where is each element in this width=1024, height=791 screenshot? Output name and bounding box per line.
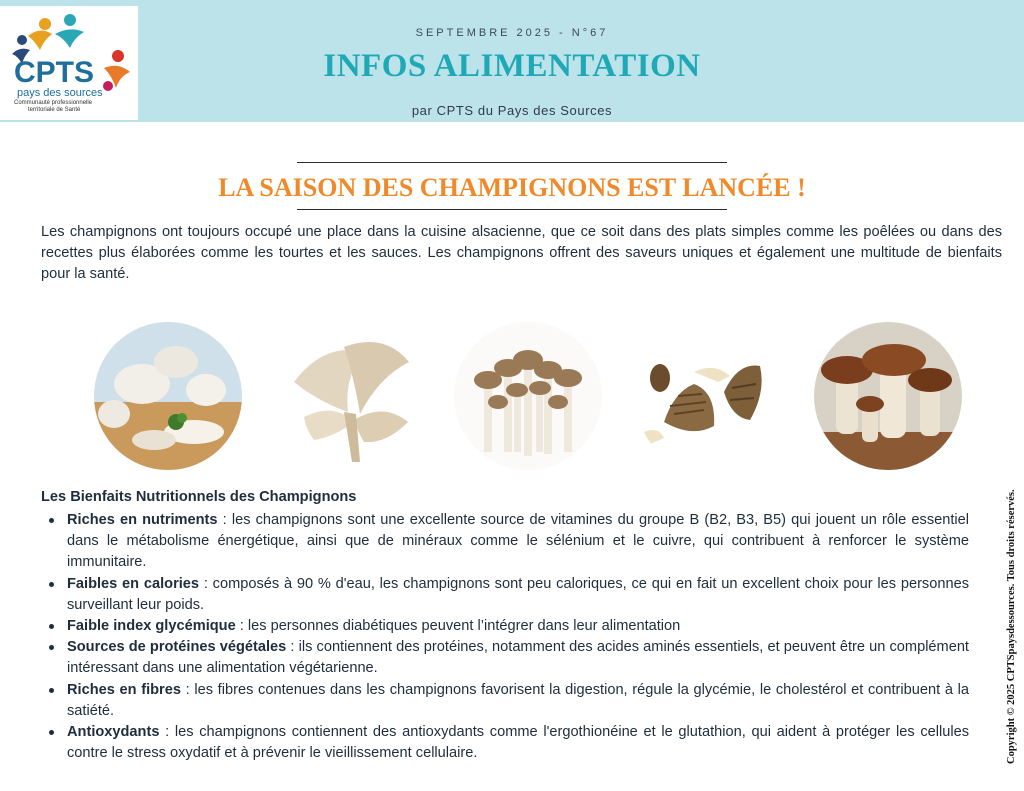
benefit-text: : les fibres contenues dans les champignons favorisent la digestion, régule la glycémie, le cholestérol et contribuent à la satiété.: [67, 681, 969, 719]
byline: par CPTS du Pays des Sources: [411, 103, 613, 118]
article-headline: LA SAISON DES CHAMPIGNONS EST LANCÉE !: [218, 173, 806, 202]
list-item: [41, 680, 969, 722]
headline-rule-top: [297, 162, 727, 163]
benefit-term: Faibles en calories: [67, 575, 200, 592]
logo-subtitle-line2: territoriale de Santé: [28, 107, 81, 113]
benefit-text: : composés à 90 % d'eau, les champignons sont peu caloriques, ce qui en fait un excellent choix pour les personnes surveillant leur poids.: [67, 575, 969, 613]
section-title: Les Bienfaits Nutritionnels des Champignons: [41, 489, 357, 505]
bullet-icon: [49, 624, 54, 629]
benefit-text: : les champignons sont une excellente source de vitamines du groupe B (B2, B3, B5) qui jouent un rôle essentiel dans le métabolisme énergétique, ainsi que de minéraux comme le sélénium et le cuivre, qui contribuent à renforcer le système immunitaire.: [67, 512, 970, 571]
svg-text:pays des sources: pays des sources: [17, 87, 103, 99]
list-item: [41, 637, 969, 679]
bullet-icon: [49, 688, 54, 693]
benefit-term: Antioxydants: [67, 724, 160, 741]
shimeji-mushroom-photo: [454, 322, 602, 470]
list-item: [41, 722, 969, 764]
porcini-mushroom-photo: [814, 322, 962, 470]
bullet-icon: [49, 582, 54, 587]
headline-rule-bottom: [297, 209, 727, 210]
newsletter-title: INFOS ALIMENTATION: [323, 48, 701, 84]
benefit-term: Faible index glycémique: [67, 618, 236, 635]
benefit-text: : les personnes diabétiques peuvent l’intégrer dans leur alimentation: [235, 618, 681, 635]
list-item: [41, 616, 969, 637]
svg-text:CPTS: CPTS: [14, 56, 95, 89]
oyster-mushroom-photo: [274, 322, 422, 470]
benefit-term: Sources de protéines végétales: [67, 639, 287, 656]
bullet-icon: [49, 730, 54, 735]
button-mushroom-photo: [94, 322, 242, 470]
benefit-term: Riches en fibres: [67, 681, 181, 698]
list-item: [41, 574, 969, 616]
logo-subtitle-line1: Communauté professionnelle: [14, 100, 93, 106]
copyright-notice: Copyright © 2025 CPTSpaysdessources. Tous droits réservés.: [1006, 489, 1017, 764]
list-item: [41, 510, 969, 574]
benefit-text: : ils contiennent des protéines, notamment des acides aminés essentiels, et peuvent être un complément intéressant dans une alimentation végétarienne.: [67, 639, 969, 677]
issue-label: SEPTEMBRE 2025 - N°67: [415, 27, 609, 39]
bullet-icon: [49, 518, 54, 523]
morel-mushroom-photo: [634, 322, 782, 470]
benefits-list: [41, 510, 969, 764]
bullet-icon: [49, 645, 54, 650]
benefit-term: Riches en nutriments: [67, 512, 218, 528]
benefit-text: : les champignons contiennent des antioxydants comme l'ergothionéine et le glutathion, qui aident à protéger les cellules contre le stress oxydatif et à prévenir le vieillissement cellulaire.: [67, 724, 969, 762]
intro-paragraph: Les champignons ont toujours occupé une place dans la cuisine alsacienne, que ce soit dans des plats simples comme les poêlées ou dans des recettes plus élaborées comme les tourtes et les sauces. Les champignons offrent des saveurs uniques et également une multitude de bienfaits pour la santé.: [41, 224, 1002, 282]
